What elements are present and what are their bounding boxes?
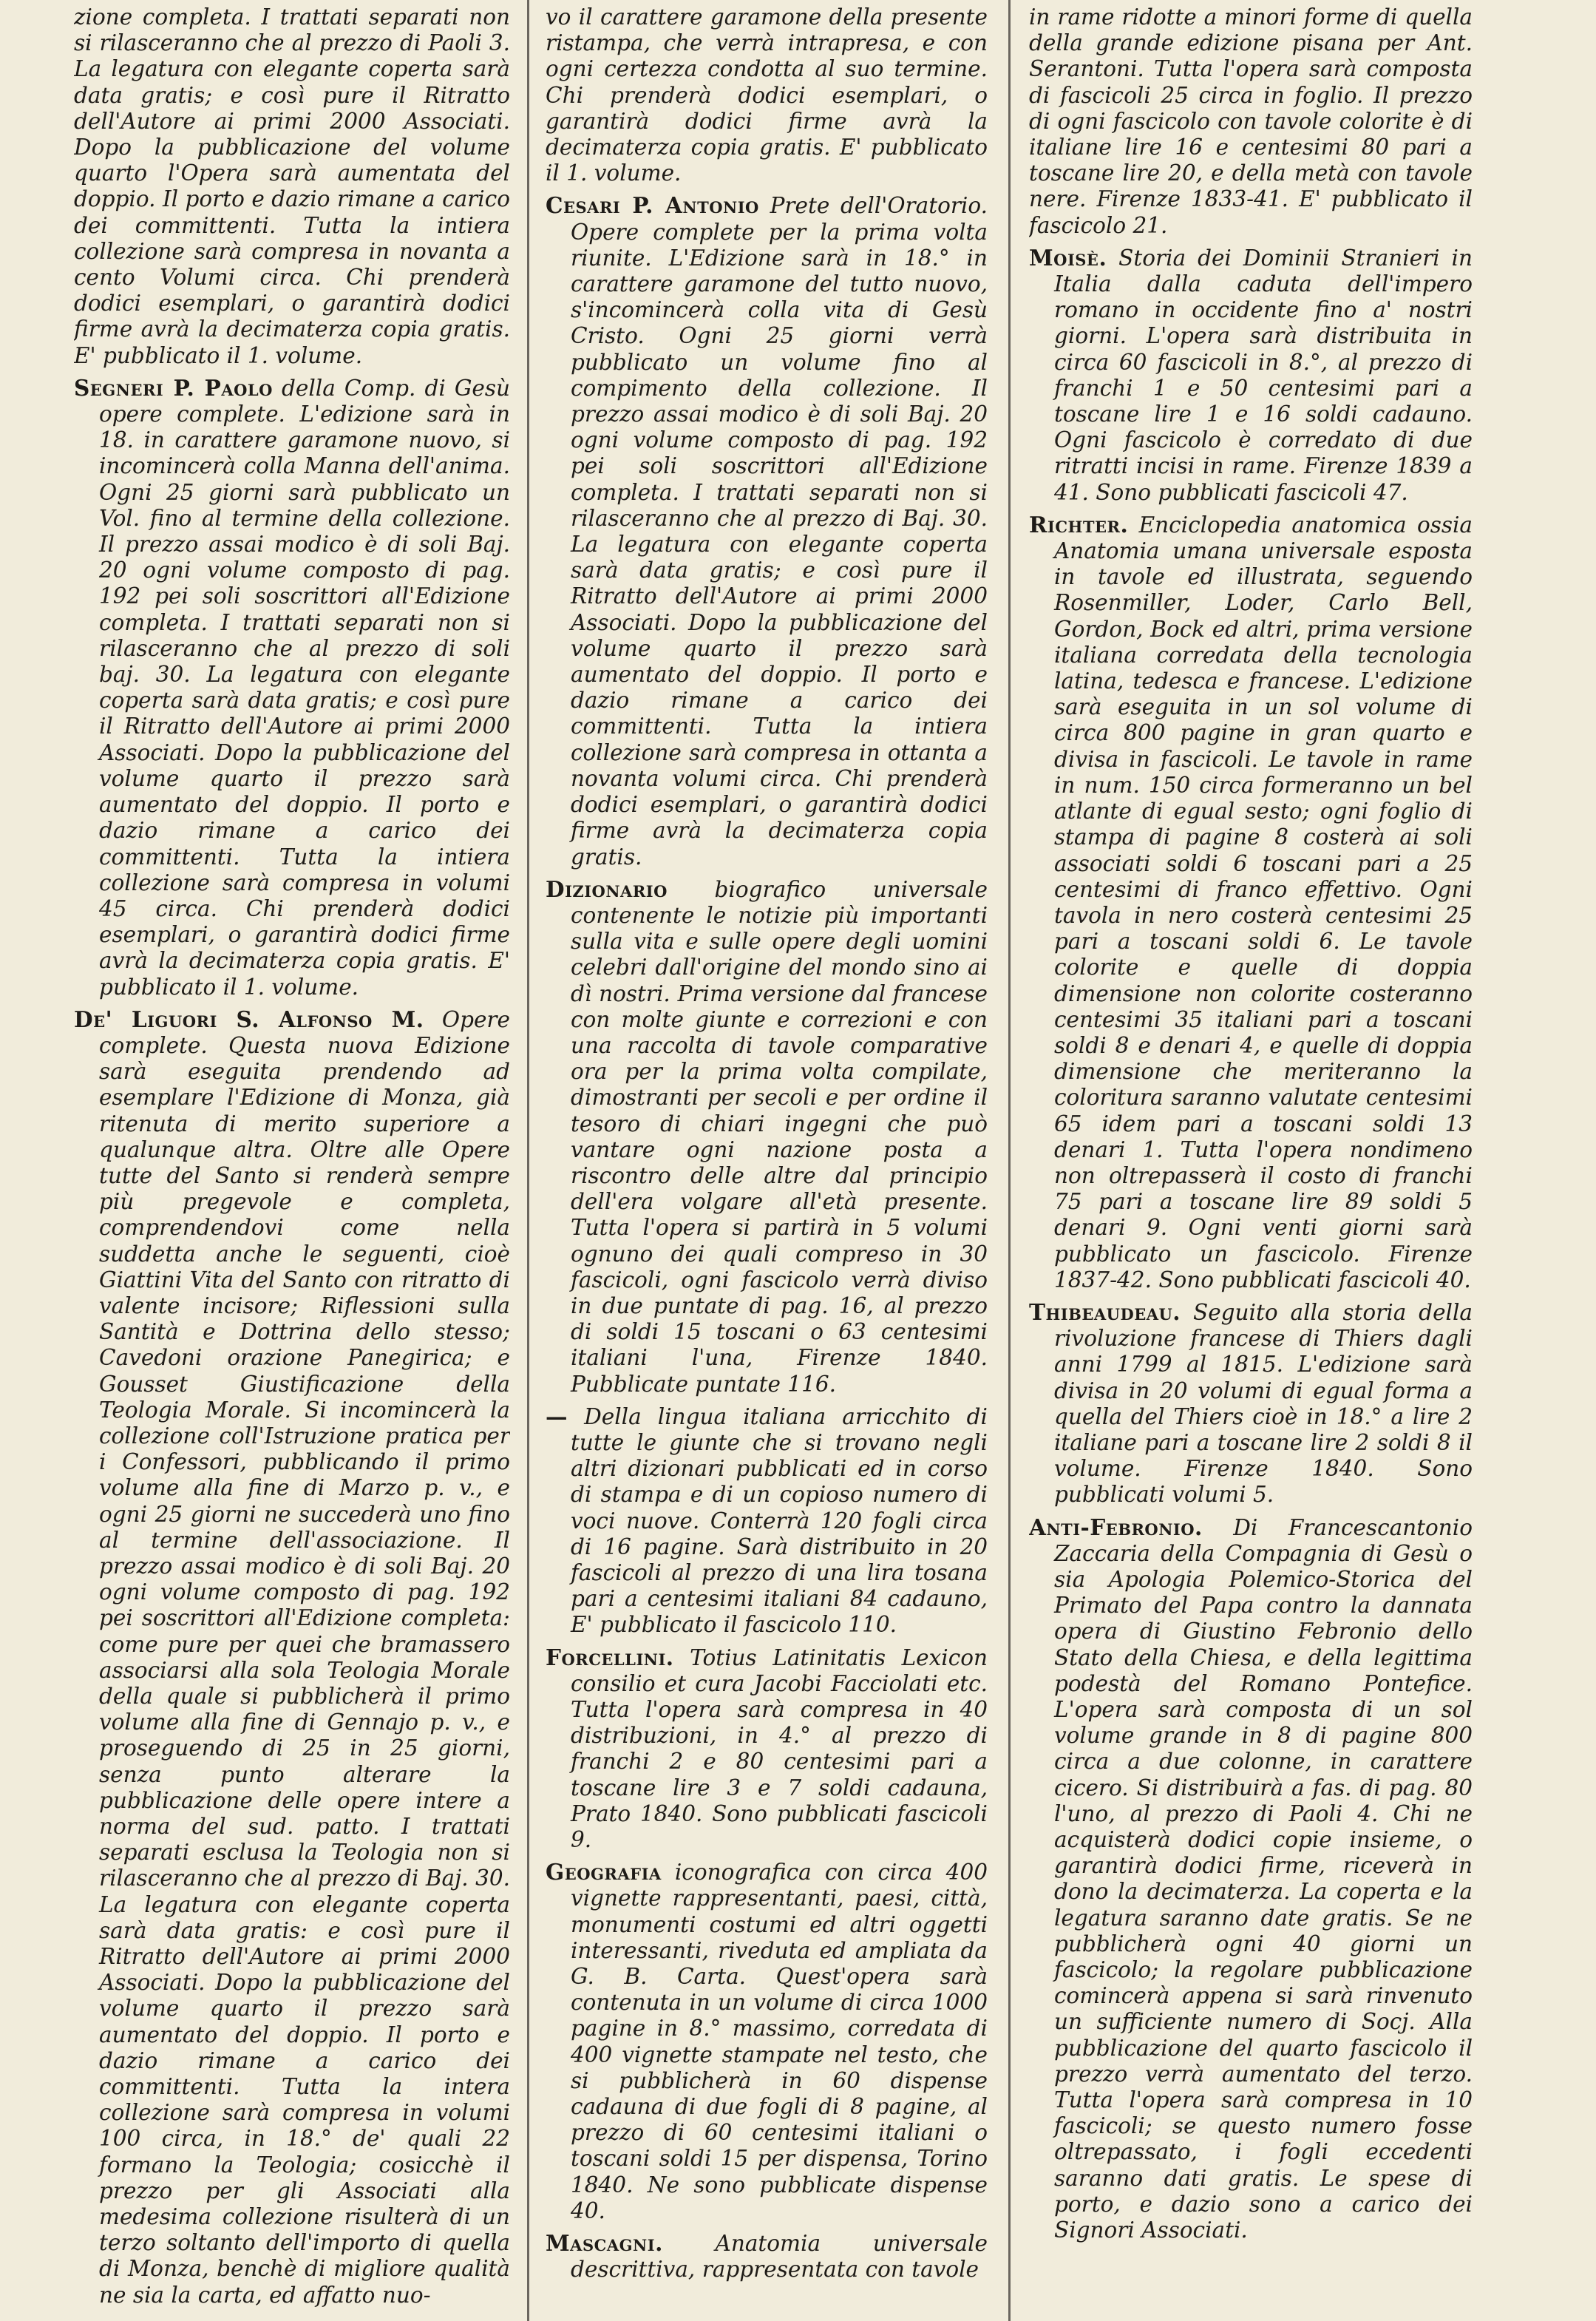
catalog-entry [1029,512,1473,1293]
catalog-entry: zione completa. I trattati separati non si rilasceranno che al prezzo di Paoli 3. La legatura con elegante coperta sarà data gratis; e così pure il Ritratto dell'Autore ai primi 2000 Associati. Dopo la pubblicazione del volume quarto l'Opera sarà aumentata del doppio. Il porto e dazio rimane a carico dei committenti. Tutta la intiera collezione sarà compresa in novanta a cento Volumi circa. Chi prenderà dodici esemplari, o garantirà dodici firme avrà la decimaterza copia gratis. E' pubblicato il 1. volume. [74,4,510,368]
entry-headword: Segneri P. Paolo [74,374,273,401]
entry-text: della Comp. di Gesù opere complete. L'edizione sarà in 18. in carattere garamone nuovo, si incomincerà colla Manna dell'anima. Ogni 25 giorni sarà pubblicato un Vol. fino al termine della collezione. Il prezzo assai modico è di soli Baj. 20 ogni volume composto di pag. 192 pei soli soscrittori all'Edizione completa. I trattati separati non si rilasceranno che al prezzo di soli baj. 30. La legatura con elegante coperta sarà data gratis; e così pure il Ritratto dell'Autore ai primi 2000 Associati. Dopo la pubblicazione del volume quarto il prezzo sarà aumentato del doppio. Il porto e dazio rimane a carico dei committenti. Tutta la intiera collezione sarà compresa in volumi 45 circa. Chi prenderà dodici esemplari, o garantirà dodici firme avrà la decimaterza copia gratis. E' pubblicato il 1. volume. [99,375,510,1000]
entry-headword: Moisè. [1029,244,1107,271]
entry-text: Opere complete. Questa nuova Edizione sarà eseguita prendendo ad esemplare l'Edizione di Monza, già ritenuta di merito superiore a qualunque altra. Oltre alle Opere tutte del Santo si renderà sempre più pregevole e completa, comprendendovi come nella suddetta anche le seguenti, cioè Giattini Vita del Santo con ritratto di valente incisore; Riflessioni sulla Santità e Dottrina dello stesso; Cavedoni orazione Panegirica; e Gousset Giustificazione della Teologia Morale. Si incomincerà la collezione coll'Istruzione pratica per i Confessori, pubblicando il primo volume alla fine di Marzo p. v., e ogni 25 giorni ne succederà uno fino al termine dell'associazione. Il prezzo assai modico è di soli Baj. 20 ogni volume composto di pag. 192 pei soscrittori all'Edizione completa: come pure per quei che bramassero associarsi alla sola Teologia Morale della quale si pubblicherà il primo volume alla fine di Gennajo p. v., e proseguendo di 25 in 25 giorni, senza punto alterare la pubblicazione delle opere intere a norma del sud. patto. I trattati separati esclusa la Teologia non si rilasceranno che al prezzo di Baj. 30. La legatura con elegante coperta sarà data gratis: e così pure il Ritratto dell'Autore ai primi 2000 Associati. Dopo la pubblicazione del volume quarto il prezzo sarà aumentato del doppio. Il porto e dazio rimane a carico dei committenti. Tutta la intera collezione sarà compresa in volumi 100 circa, in 18.° de' quali 22 formano la Teologia; cosicchè il prezzo per gli Associati alla medesima collezione risulterà di un terzo soltanto dell'importo di quella di Monza, benchè di migliore qualità ne sia la carta, ed affatto nuo- [99,1006,510,2308]
entry-headword: Mascagni. [546,2230,663,2257]
entry-headword: Richter. [1029,511,1129,538]
entry-headword: — [546,1403,568,1429]
entry-headword: Anti-Febronio. [1029,1514,1203,1540]
entry-headword: Cesari P. Antonio [546,192,759,219]
catalog-entry [1029,245,1473,506]
column-2 [546,4,988,2315]
catalog-entry [1029,1299,1473,1508]
catalog-entry [546,1403,988,1639]
catalog-entry [546,1644,988,1854]
entry-headword: Thibeaudeau. [1029,1298,1181,1325]
catalog-entry [546,876,988,1397]
catalog-entry: in rame ridotte a minori forme di quella della grande edizione pisana per Ant. Serantoni. Tutta l'opera sarà composta di fascicoli 25 circa in foglio. Il prezzo di ogni fascicolo con tavole colorite è di italiane lire 16 e centesimi 80 pari a toscane lire 20, e della metà con tavole nere. Firenze 1833-41. E' pubblicato il fascicolo 21. [1029,4,1473,238]
entry-headword: Forcellini. [546,1644,674,1670]
entry-text: Seguito alla storia della rivoluzione francese di Thiers dagli anni 1799 al 1815. L'edizione sarà divisa in 20 volumi di egual forma a quella del Thiers cioè in 18.° a lire 2 italiane pari a toscane lire 2 soldi 8 il volume. Firenze 1840. Sono pubblicati volumi 5. [1054,1299,1473,1508]
entry-text: Anatomia universale descrittiva, rappresentata con tavole [571,2231,988,2283]
entry-headword: Geografia [546,1859,662,1885]
column-divider [527,0,529,2321]
catalog-entry: vo il carattere garamone della presente ristampa, che verrà intrapresa, e con ogni certezza condotta al suo termine. Chi prenderà dodici esemplari, o garantirà dodici firme avrà la decimaterza copia gratis. E' pubblicato il 1. volume. [546,4,988,186]
catalog-entry [74,375,510,1000]
entry-headword: Dizionario [546,875,668,902]
catalog-entry [546,1859,988,2224]
column-3 [1029,4,1473,2315]
catalog-entry [546,192,988,870]
entry-text: Totius Latinitatis Lexicon consilio et cura Jacobi Facciolati etc. Tutta l'opera sarà compresa in 40 distribuzioni, in 4.° al prezzo di franchi 2 e 80 centesimi pari a toscane lire 3 e 7 soldi cadauna, Prato 1840. Sono pubblicati fascicoli 9. [571,1644,988,1853]
entry-text: Storia dei Dominii Stranieri in Italia dalla caduta dell'impero romano in occidente fino a' nostri giorni. L'opera sarà distribuita in circa 60 fascicoli in 8.°, al prezzo di franchi 1 e 50 centesimi pari a toscane lire 1 e 16 soldi cadauno. Ogni fascicolo è corredato di due ritratti incisi in rame. Firenze 1839 a 41. Sono pubblicati fascicoli 47. [1054,245,1473,505]
column-divider [1008,0,1011,2321]
entry-headword: De' Liguori S. Alfonso M. [74,1006,424,1032]
catalog-entry [74,1006,510,2308]
entry-text: biografico universale contenente le notizie più importanti sulla vita e sulle opere degli uomini celebri dall'origine del mondo sino ai dì nostri. Prima versione dal francese con molte giunte e correzioni e con una raccolta di tavole comparative ora per la prima volta compilate, dimostranti per secoli e per ordine il tesoro di chiari ingegni che può vantare ogni nazione posta a riscontro delle altre dal principio dell'era volgare all'età presente. Tutta l'opera si partirà in 5 volumi ognuno dei quali compreso in 30 fascicoli, ogni fascicolo verrà diviso in due puntate di pag. 16, al prezzo di soldi 15 toscani o 63 centesimi italiani l'una, Firenze 1840. Pubblicate puntate 116. [571,876,988,1397]
entry-text: Di Francescantonio Zaccaria della Compagnia di Gesù o sia Apologia Polemico-Storica del Primato del Papa contro la dannata opera di Giustino Febronio dello Stato della Chiesa, e della legittima podestà del Romano Pontefice. L'opera sarà composta di un sol volume grande in 8 di pagine 800 circa a due colonne, in carattere cicero. Si distribuirà a fas. di pag. 80 l'uno, al prezzo di Paoli 4. Chi ne acquisterà dodici copie insieme, o garantirà dodici firme, riceverà in dono la decimaterza. La coperta e la legatura saranno date gratis. Se ne pubblicherà ogni 40 giorni un fascicolo; la regolare pubblicazione comincerà appena si sarà rinvenuto un sufficiente numero di Socj. Alla pubblicazione del quarto fascicolo il prezzo verrà aumentato del terzo. Tutta l'opera sarà compresa in 10 fascicoli; se questo numero fosse oltrepassato, i fogli eccedenti saranno dati gratis. Le spese di porto, e dazio sono a carico dei Signori Associati. [1054,1514,1473,2243]
entry-text: Enciclopedia anatomica ossia Anatomia umana universale esposta in tavole ed illustrata, seguendo Rosenmiller, Loder, Carlo Bell, Gordon, Bock ed altri, prima versione italiana corredata della tecnologia latina, tedesca e francese. L'edizione sarà eseguita in un sol volume di circa 800 pagine in gran quarto e divisa in fascicoli. Le tavole in rame in num. 150 circa formeranno un bel atlante di egual sesto; ogni foglio di stampa di pagine 8 costerà ai soli associati soldi 6 toscani pari a 25 centesimi di franco effettivo. Ogni tavola in nero costerà centesimi 25 pari a toscani soldi 6. Le tavole colorite e quelle di doppia dimensione non colorite costeranno centesimi 35 italiani pari a toscani soldi 8 e denari 4, e quelle di doppia dimensione che meriteranno la coloritura saranno valutate centesimi 65 idem pari a toscani soldi 13 denari 1. Tutta l'opera nondimeno non oltrepasserà il costo di franchi 75 pari a toscane lire 89 soldi 5 denari 9. Ogni venti giorni sarà pubblicato un fascicolo. Firenze 1837-42. Sono pubblicati fascicoli 40. [1054,512,1473,1292]
catalog-entry [1029,1514,1473,2244]
column-1 [74,4,510,2315]
entry-text: iconografica con circa 400 vignette rappresentanti, paesi, città, monumenti costumi ed altri oggetti interessanti, riveduta ed ampliata da G. B. Carta. Quest'opera sarà contenuta in un volume di circa 1000 pagine in 8.° massimo, corredata di 400 vignette stampate nel testo, che si pubblicherà in 60 dispense cadauna di due fogli di 8 pagine, al prezzo di 60 centesimi italiani o toscani soldi 15 per dispensa, Torino 1840. Ne sono pubblicate dispense 40. [571,1860,988,2223]
catalog-entry [546,2230,988,2283]
entry-text: Prete dell'Oratorio. Opere complete per la prima volta riunite. L'Edizione sarà in 18.° in carattere garamone del tutto nuovo, s'incomincerà colla vita di Gesù Cristo. Ogni 25 giorni verrà pubblicato un volume fino al compimento della collezione. Il prezzo assai modico è di soli Baj. 20 ogni volume composto di pag. 192 pei soli soscrittori all'Edizione completa. I trattati separati non si rilasceranno che al prezzo di Baj. 30. La legatura con elegante coperta sarà data gratis; e così pure il Ritratto dell'Autore ai primi 2000 Associati. Dopo la pubblicazione del volume quarto il prezzo sarà aumentato del doppio. Il porto e dazio rimane a carico dei committenti. Tutta la intiera collezione sarà compresa in ottanta a novanta volumi circa. Chi prenderà dodici esemplari, o garantirà dodici firme avrà la decimaterza copia gratis. [571,193,988,870]
entry-text: Della lingua italiana arricchito di tutte le giunte che si trovano negli altri dizionari pubblicati ed in corso di stampa e di un copioso numero di voci nuove. Conterrà 120 fogli circa di 16 pagine. Sarà distribuito in 20 fascicoli al prezzo di una lira tosana pari a centesimi italiani 84 cadauno, E' pubblicato il fascicolo 110. [571,1403,988,1638]
